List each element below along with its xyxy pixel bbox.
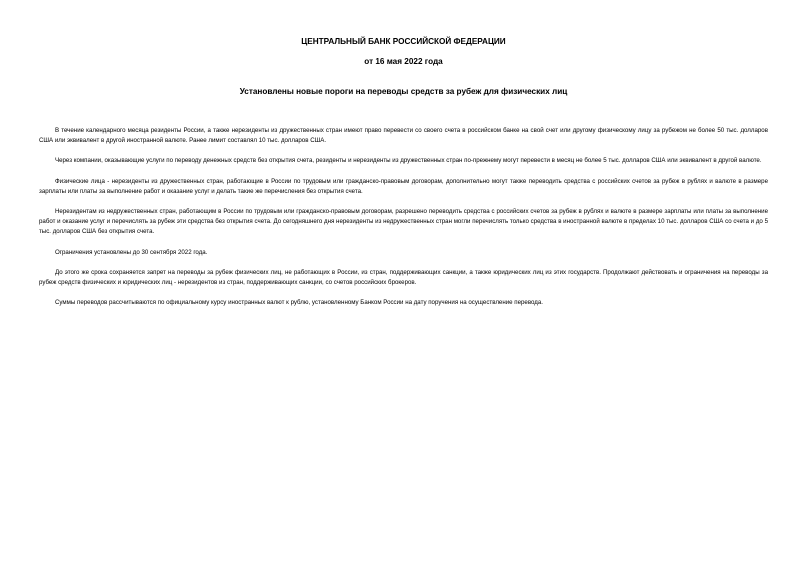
paragraph-limit-50k: В течение календарного месяца резиденты России, а также нерезиденты из дружественных стран имеют право перевести со своего счета в российском банке на свой счет или другому физическому лицу за рубежом не более 50 тыс. долларов США или эквивалент в другой иностранной валюте. Ранее лимит составлял 10 тыс. долларов США.	[39, 127, 768, 145]
paragraph-friendly-nonresidents: Физические лица - нерезиденты из дружественных стран, работающие в России по трудовым или гражданско-правовым договорам, дополнительно могут также переводить средства с российских счетов за рубеж в рублях и валюте в размере зарплаты или платы за выполнение работ и оказание услуг и делать такие же перечисления без открытия счета.	[39, 177, 768, 195]
document-title: Установлены новые пороги на переводы средств за рубеж для физических лиц	[239, 87, 568, 96]
paragraph-exchange-rate: Суммы переводов рассчитываются по официальному курсу иностранных валют к рублю, установленному Банком России на дату поручения на осуществление перевода.	[55, 299, 544, 307]
document-date: от 16 мая 2022 года	[364, 57, 443, 66]
organization-name: ЦЕНТРАЛЬНЫЙ БАНК РОССИЙСКОЙ ФЕДЕРАЦИИ	[301, 37, 506, 46]
paragraph-unfriendly-nonresidents: Нерезидентам из недружественных стран, работающим в России по трудовым или гражданско-правовым договорам, разрешено переводить средства с российских счетов за рубеж в рублях и валюте в размере зарплаты или платы за выполнение работ и оказание услуг и перечислять за рубеж эти средства без открытия счета. До сегодняшнего дня нерезиденты из недружественных стран могли перечислять только средства в иностранной валюте в пределах 10 тыс. долларов США со счета и до 5 тыс. долларов США без открытия счета.	[39, 208, 768, 236]
document-body	[39, 126, 768, 318]
paragraph-sanctions-ban: До этого же срока сохраняется запрет на переводы за рубеж физических лиц, не работающих в России, из стран, поддерживающих санкции, а также юридических лиц из этих государств. Продолжают действовать и ограничения на переводы за рубеж средств физических и юридических лиц - нерезидентов из стран, поддерживающих санкции, со счетов российских брокеров.	[39, 268, 768, 287]
paragraph-money-transfer-companies: Через компании, оказывающие услуги по переводу денежных средств без открытия счета, резиденты и нерезиденты из дружественных стран по-прежнему могут перевести в месяц не более 5 тыс. долларов США или эквивалент в другой валюте.	[55, 157, 762, 165]
paragraph-deadline: Ограничения установлены до 30 сентября 2022 года.	[55, 248, 208, 256]
